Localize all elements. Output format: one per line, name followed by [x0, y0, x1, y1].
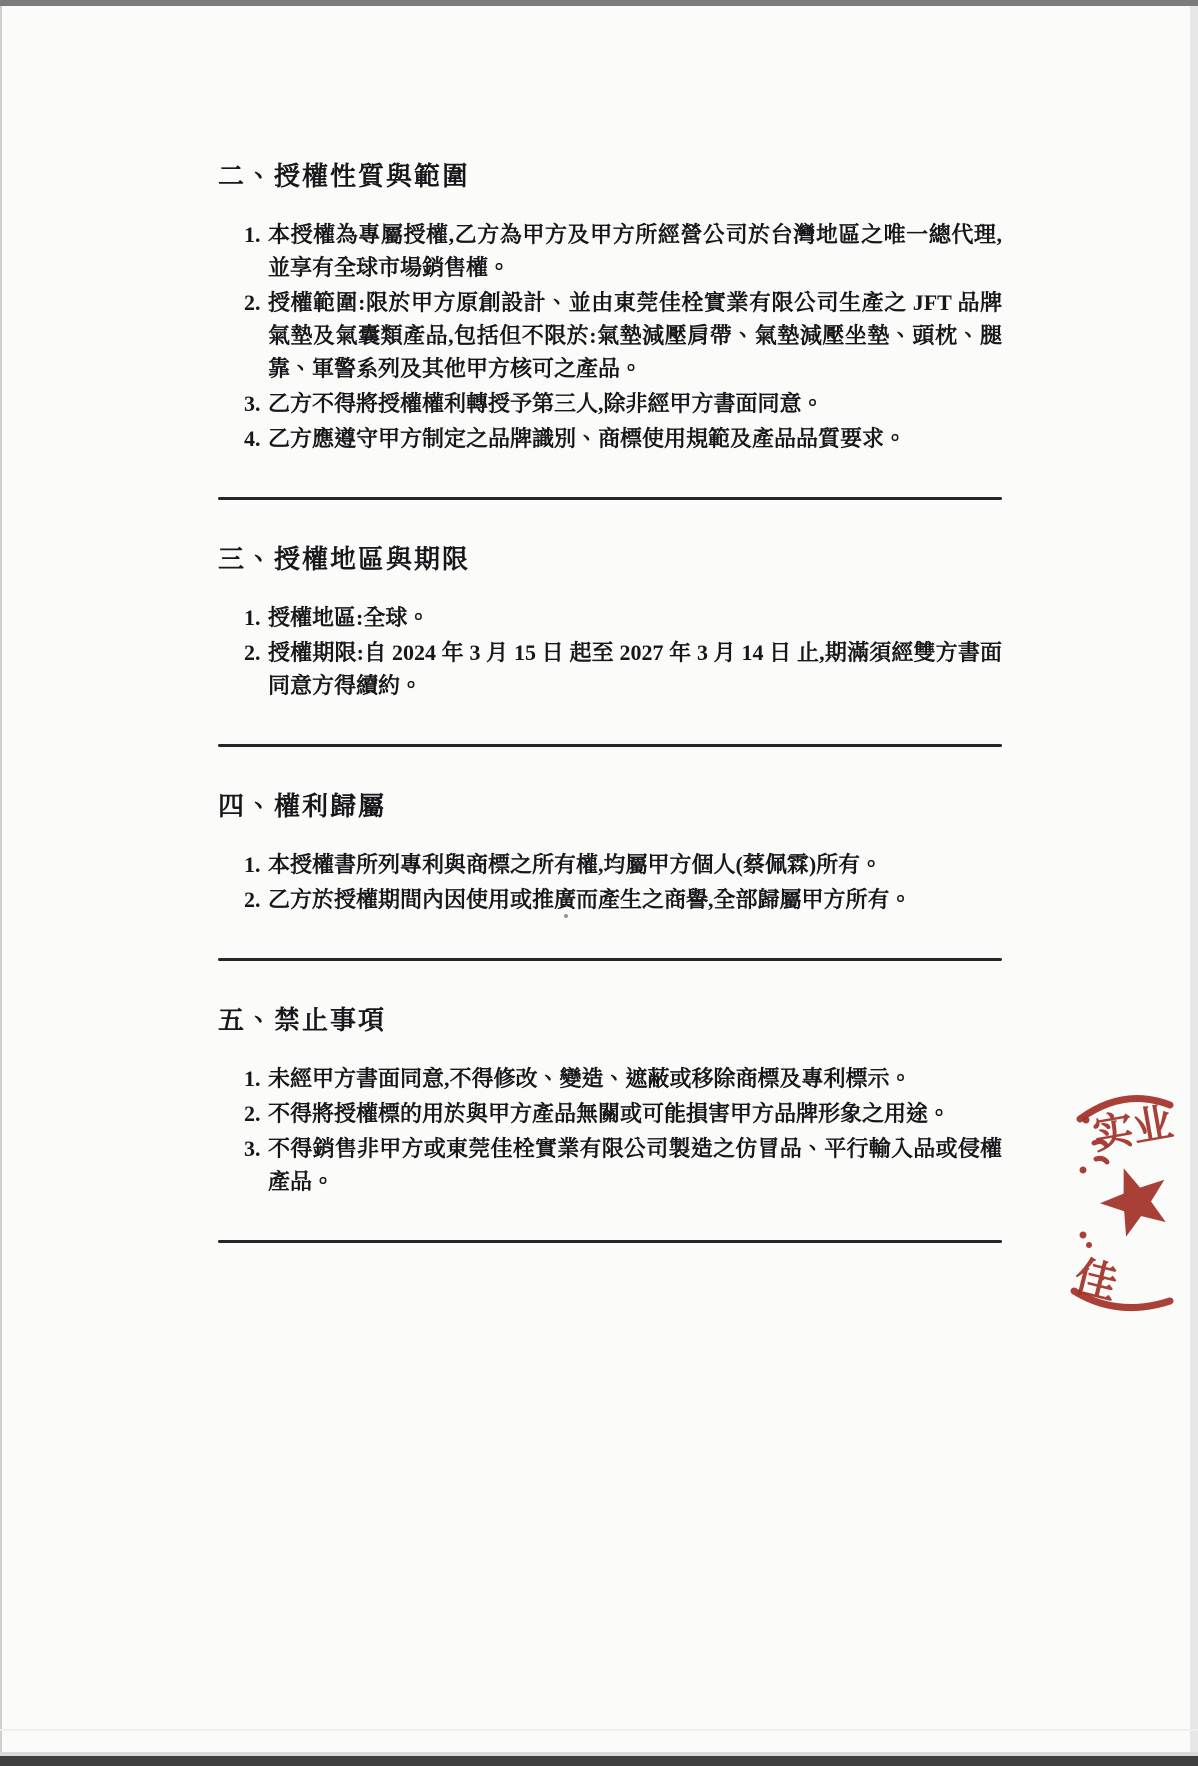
section-territory-term [218, 546, 1002, 702]
list-item [218, 422, 1002, 455]
list-item-number: 2. [244, 1101, 261, 1126]
list-item [218, 218, 1002, 284]
scan-edge-left [0, 0, 2, 1766]
list-item [218, 883, 1002, 916]
list-item-text: 未經甲方書面同意,不得修改、變造、遮蔽或移除商標及專利標示。 [268, 1066, 912, 1091]
list-item-number: 2. [244, 887, 261, 912]
list-item-text: 授權範圍:限於甲方原創設計、並由東莞佳栓實業有限公司生產之 JFT 品牌氣墊及氣囊類產品,包括但不限於:氣墊減壓肩帶、氣墊減壓坐墊、頭枕、腿靠、軍警系列及其他甲方核可之產品。 [268, 290, 1002, 381]
list-item-number: 2. [244, 290, 261, 315]
list-item-number: 1. [244, 222, 261, 247]
scan-fold-line [0, 1729, 1198, 1731]
seal-ink-dot [1083, 1117, 1090, 1124]
list-item-text: 授權地區:全球。 [268, 605, 430, 630]
list-item-text: 乙方不得將授權權利轉授予第三人,除非經甲方書面同意。 [268, 391, 824, 416]
scan-edge-top [0, 0, 1198, 6]
list-item-text: 不得銷售非甲方或東莞佳栓實業有限公司製造之仿冒品、平行輸入品或侵權產品。 [268, 1136, 1002, 1194]
seal-top-arc [1080, 1099, 1170, 1119]
section-divider [218, 744, 1002, 747]
section-divider [218, 497, 1002, 500]
list-item-number: 4. [244, 426, 261, 451]
seal-arc-text: 实业 [1089, 1099, 1177, 1158]
section-list [218, 218, 1002, 455]
red-company-seal-stamp [1020, 1075, 1198, 1320]
seal-ink-dot [1080, 1167, 1087, 1174]
list-item [218, 387, 1002, 420]
list-item [218, 636, 1002, 702]
seal-bottom-arc [1074, 1291, 1170, 1308]
list-item-number: 1. [244, 605, 261, 630]
seal-ink-dot [1080, 1232, 1087, 1239]
scan-edge-bottom [0, 1756, 1198, 1766]
section-divider [218, 1240, 1002, 1243]
list-item-number: 3. [244, 391, 261, 416]
list-item-number: 2. [244, 640, 261, 665]
list-item-text: 乙方於授權期間內因使用或推廣而產生之商譽,全部歸屬甲方所有。 [268, 887, 912, 912]
list-item-text: 本授權書所列專利與商標之所有權,均屬甲方個人(蔡佩霖)所有。 [268, 852, 883, 877]
list-item-number: 3. [244, 1136, 261, 1161]
list-item [218, 1097, 1002, 1130]
section-heading: 五、禁止事項 [218, 1006, 387, 1035]
seal-ink-dot [1086, 1242, 1092, 1248]
list-item [218, 286, 1002, 385]
seal-ink-stroke [1094, 1141, 1106, 1145]
section-prohibitions [218, 1007, 1002, 1198]
section-list [218, 1062, 1002, 1198]
section-heading: 四、權利歸屬 [218, 792, 387, 821]
list-item-text: 本授權為專屬授權,乙方為甲方及甲方所經營公司於台灣地區之唯一總代理,並享有全球市場銷售權。 [268, 222, 1002, 280]
seal-lower-character: 佳 [1069, 1254, 1122, 1309]
section-authorization-scope [218, 163, 1002, 455]
list-item-number: 1. [244, 852, 261, 877]
list-item [218, 1132, 1002, 1198]
list-item [218, 848, 1002, 881]
section-divider [218, 958, 1002, 961]
list-item [218, 1062, 1002, 1095]
section-heading: 二、授權性質與範圍 [218, 162, 471, 191]
list-item-text: 乙方應遵守甲方制定之品牌識別、商標使用規範及產品品質要求。 [268, 426, 907, 451]
list-item [218, 601, 1002, 634]
section-heading: 三、授權地區與期限 [218, 545, 471, 574]
list-item-number: 1. [244, 1066, 261, 1091]
seal-star-icon [1100, 1168, 1166, 1236]
contract-page-body [218, 163, 1002, 1243]
seal-ink-stroke [1096, 1158, 1107, 1162]
list-item-text: 不得將授權標的用於與甲方產品無關或可能損害甲方品牌形象之用途。 [268, 1101, 951, 1126]
section-list [218, 848, 1002, 916]
section-rights-ownership [218, 793, 1002, 916]
list-item-text: 授權期限:自 2024 年 3 月 15 日 起至 2027 年 3 月 14 日 止,期滿須經雙方書面同意方得續約。 [268, 640, 1002, 698]
scan-edge-right [1190, 0, 1198, 1766]
section-list [218, 601, 1002, 702]
